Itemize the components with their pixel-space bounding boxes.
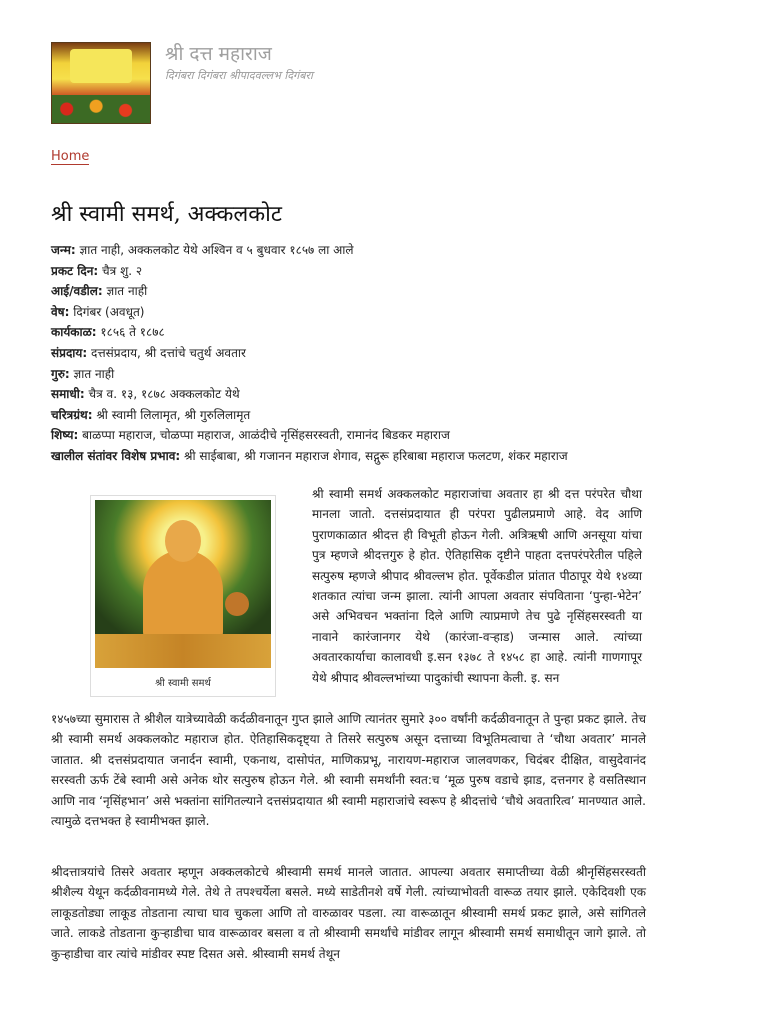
fact-key: प्रकट दिन: <box>51 263 99 278</box>
site-title[interactable]: श्री दत्त महाराज <box>165 43 272 65</box>
fact-row <box>51 343 721 364</box>
fact-row <box>51 405 721 426</box>
fact-key: शिष्य: <box>51 428 79 443</box>
breadcrumb-home-link[interactable]: Home <box>51 149 90 164</box>
page-title: श्री स्वामी समर्थ, अक्कलकोट <box>51 202 282 227</box>
image-pot <box>225 592 249 616</box>
fact-key: संप्रदाय: <box>51 345 88 360</box>
image-caption: श्री स्वामी समर्थ <box>155 678 211 689</box>
fact-value: ज्ञात नाही <box>69 366 115 381</box>
fact-value: चैत्र शु. २ <box>98 263 143 278</box>
fact-row <box>51 322 721 343</box>
facts-list <box>51 240 721 467</box>
site-description: दिगंबरा दिगंबरा श्रीपादवल्लभ दिगंबरा <box>165 69 313 82</box>
fact-row <box>51 281 721 302</box>
swami-samarth-image[interactable] <box>95 500 271 668</box>
fact-value: ज्ञात नाही, अक्कलकोट येथे अश्विन व ५ बुधवार १८५७ ला आले <box>75 243 354 257</box>
fact-row <box>51 240 721 261</box>
site-logo[interactable] <box>51 42 151 124</box>
fact-value: १८५६ ते १८७८ <box>96 325 165 340</box>
fact-value: श्री साईबाबा, श्री गजानन महाराज शेगाव, सद्गुरू हरिबाबा महाराज फलटण, शंकर महाराज <box>180 448 568 463</box>
fact-row <box>51 261 721 282</box>
fact-key: जन्म: <box>51 243 76 257</box>
second-paragraph: श्रीदत्तात्रयांचे तिसरे अवतार म्हणून अक्कलकोटचे श्रीस्वामी समर्थ मानले जातात. आपल्या अवतार समाप्तीच्या वेळी श्रीनृसिंहसरस्वती श्रीशैल्य येथून कर्दळीवनामध्ये गेले. तेथे ते तपश्चर्येला बसले. मध्ये साडेतीनशे वर्षे गेली. त्यांच्याभोवती वारूळ तयार झाले. एकेदिवशी एक लाकूडतोड्या लाकूड तोडताना त्याचा घाव चुकला आणि तो वारुळावर पडला. त्या वारूळातून श्रीस्वामी समर्थ प्रकट झाले, असे सांगितले जाते. लाकडे तोडताना कुऱ्हाडीचा घाव वारूळावर बसला व तो श्रीस्वामी समर्थांचे मांडीवर लागून श्रीस्वामी समर्थ समाधीतून जागे झाले. तो कुऱ्हाडीचा वार त्यांचे मांडीवर स्पष्ट दिसत असे. श्रीस्वामी समर्थ तेथून <box>51 865 646 961</box>
image-figure-head <box>165 520 201 562</box>
fact-value: बाळप्पा महाराज, चोळप्पा महाराज, आळंदीचे नृसिंहसरस्वती, रामानंद बिडकर महाराज <box>78 428 450 443</box>
fact-key: आई/वडील: <box>51 284 103 299</box>
fact-value: दिगंबर (अवधूत) <box>69 304 145 319</box>
fact-row <box>51 302 721 323</box>
fact-value: दत्तसंप्रदाय, श्री दत्तांचे चतुर्थ अवतार <box>87 345 246 360</box>
fact-row <box>51 425 721 446</box>
intro-paragraph-continued: १४५७च्या सुमारास ते श्रीशैल यात्रेच्यावेळी कर्दळीवनातून गुप्त झाले आणि त्यानंतर सुमारे ३०० वर्षांनी कर्दळीवनातून ते पुन्हा प्रकट झाले. तेच श्री स्वामी समर्थ अक्कलकोट महाराज होत. ऐतिहासिकदृष्ट्या ते तिसरे सत्पुरुष असून दत्ताच्या विभूतिमत्वाचा ते ‘चौथा अवतार’ मानले जातात. श्री दत्तसंप्रदायात जनार्दन स्वामी, एकनाथ, दासोपंत, माणिकप्रभू, नारायण-महाराज जालवणकर, चिदंबर दीक्षित, वासुदेवानंद सरस्वती ऊर्फ टेंबे स्वामी असे अनेक थोर सत्पुरुष होऊन गेले. श्री स्वामी समर्थांनी स्वत:च ‘मूळ पुरुष वडाचे झाड, दत्तनगर हे वसतिस्थान आणि नाव ‘नृसिंहभान’ असे भक्तांना सांगितल्याने दत्तसंप्रदायात श्री स्वामी महाराजांचे स्वरूप हे श्रीदत्तांचे ‘चौथे अवतारित्व’ मानण्यात आले. त्यामुळे दत्तभक्त हे स्वामीभक्त झाले. <box>51 712 646 829</box>
fact-key: वेष: <box>51 304 70 319</box>
fact-value: ज्ञात नाही <box>102 284 148 299</box>
fact-value: चैत्र व. १३, १८७८ अक्कलकोट येथे <box>84 387 240 402</box>
fact-row <box>51 446 721 467</box>
image-figure-body <box>143 550 223 642</box>
fact-key: खालील संतांवर विशेष प्रभाव: <box>51 448 181 463</box>
fact-value: श्री स्वामी लिलामृत, श्री गुरुलिलामृत <box>92 407 251 422</box>
fact-key: कार्यकाळ: <box>51 325 97 340</box>
fact-row <box>51 364 721 385</box>
fact-row <box>51 384 721 405</box>
fact-key: समाधी: <box>51 387 85 402</box>
image-rug <box>95 634 271 668</box>
fact-key: गुरु: <box>51 366 70 381</box>
logo-cloth <box>70 49 132 83</box>
intro-paragraph-side: श्री स्वामी समर्थ अक्कलकोट महाराजांचा अवतार हा श्री दत्त परंपरेत चौथा मानला जातो. दत्तसंप्रदायात ही परंपरा पुढीलप्रमाणे आहे. वेद आणि पुराणकाळात श्रीदत्त ही विभूती होऊन गेली. अत्रिऋषी आणि अनसूया यांचा पुत्र म्हणजे श्रीदत्तगुरु हे होत. ऐतिहासिक दृष्टीने पाहता दत्तपरंपरेतील पहिले सत्पुरुष म्हणजे श्रीपाद श्रीवल्लभ होत. पूर्वेकडील प्रांतात पीठापूर येथे १४व्या शतकात त्यांचा जन्म झाला. त्यांनी आपला अवतार संपविताना ‘पुन्हा-भेटेन’ असे अभिवचन भक्तांना दिले आणि त्याप्रमाणे तेच पुढे नृसिंहसरस्वती या नावाने कारंजानगर येथे (कारंजा-वऱ्हाड) जन्मास आले. त्यांच्या अवतारकार्याचा कालावधी इ.सन १३७८ ते १४५८ हा आहे. त्यांनी गाणगापूर येथे श्रीपाद श्रीवल्लभांच्या पादुकांची स्थापना केली. इ. सन <box>312 487 642 685</box>
image-figure <box>90 495 276 697</box>
fact-key: चरित्रग्रंथ: <box>51 407 93 422</box>
logo-flowers <box>52 95 150 123</box>
